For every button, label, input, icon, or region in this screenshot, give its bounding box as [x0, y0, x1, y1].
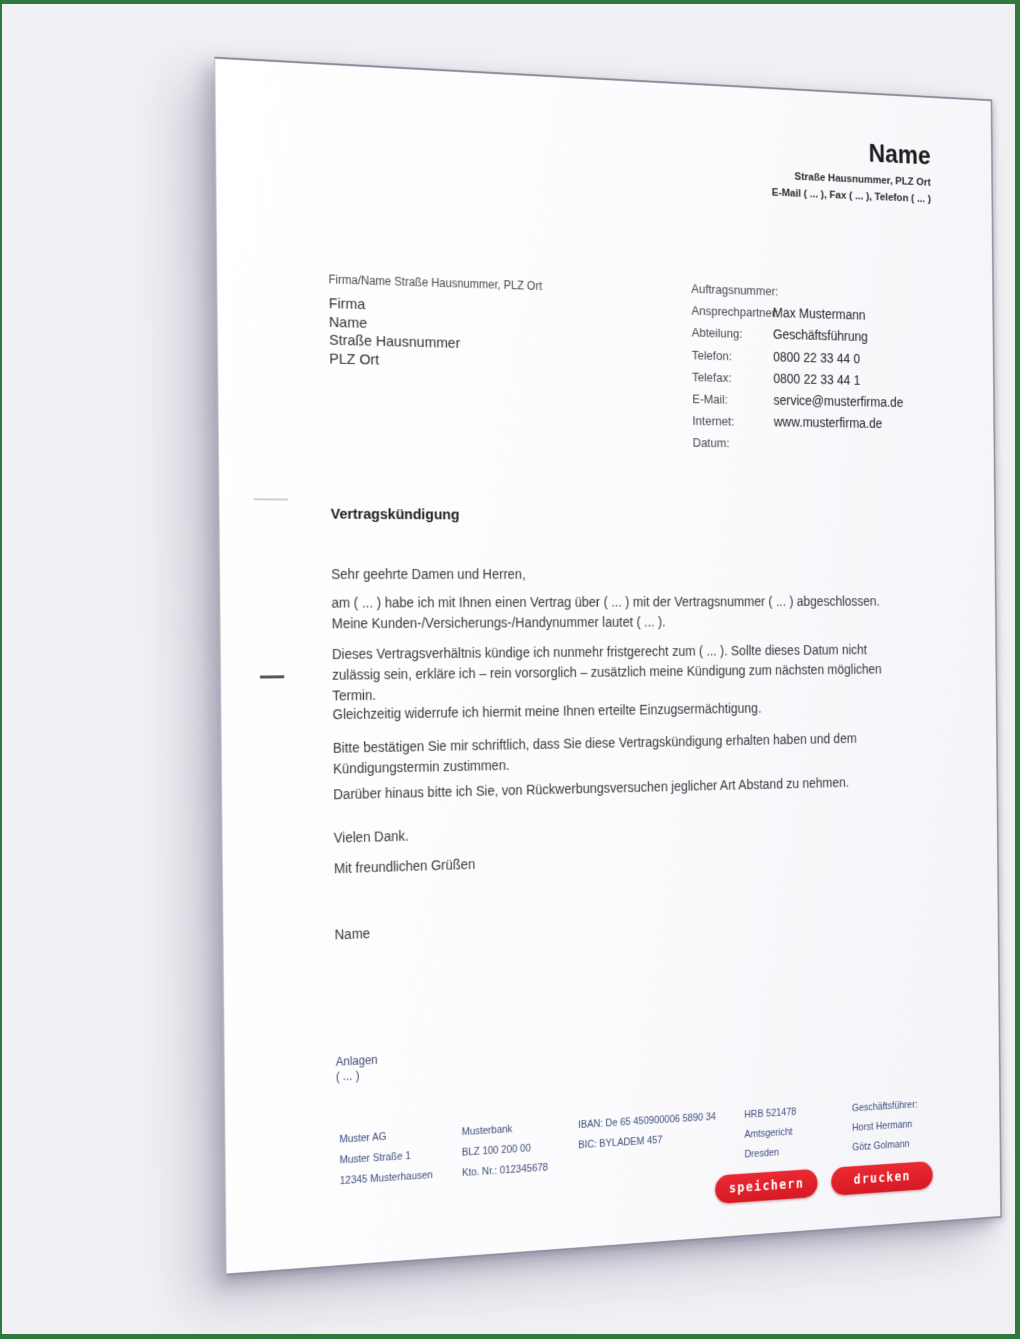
- recipient-line: Firma: [328, 295, 366, 314]
- footer-line: BIC: BYLADEM 457: [578, 1134, 663, 1152]
- paragraph: [333, 729, 857, 780]
- info-row: [692, 369, 860, 390]
- body-line: Kündigungstermin zustimmen.: [332, 757, 510, 777]
- info-value: service@musterfirma.de: [773, 392, 904, 410]
- subject-line: Vertragskündigung: [330, 505, 460, 524]
- body-line: Darüber hinaus bitte ich Sie, von Rückwerbungsversuchen jeglicher Art Abstand zu nehmen.: [333, 774, 850, 803]
- info-label: Telefon:: [691, 347, 732, 363]
- footer-column-company: [339, 1124, 433, 1192]
- footer-line: Muster Straße 1: [339, 1150, 411, 1167]
- footer-line: Götz Golmann: [852, 1138, 910, 1154]
- recipient-line: Name: [328, 313, 368, 332]
- body-line: am ( ... ) habe ich mit Ihnen einen Vertrag über ( ... ) mit der Vertragsnummer ( ... ) abgeschlossen.: [331, 593, 880, 611]
- info-value: Geschäftsführung: [772, 326, 868, 345]
- thanks-line: Vielen Dank.: [333, 827, 409, 846]
- footer-line: 12345 Musterhausen: [339, 1169, 433, 1188]
- info-label: Datum:: [692, 435, 730, 451]
- signature-name: Name: [334, 925, 371, 943]
- recipient-line: PLZ Ort: [329, 350, 380, 369]
- info-row: [692, 347, 860, 368]
- info-label: Auftragsnummer:: [691, 281, 779, 299]
- info-value: Max Mustermann: [772, 304, 866, 323]
- footer-column-register: [744, 1103, 797, 1166]
- info-label: E-Mail:: [692, 391, 728, 407]
- info-row: [692, 413, 882, 433]
- info-label: Telefax:: [691, 369, 732, 385]
- footer-column-bank: [462, 1117, 548, 1183]
- enclosures-label: Anlagen: [335, 1052, 378, 1069]
- info-label: Abteilung:: [691, 325, 743, 342]
- letter-document: [214, 57, 1002, 1276]
- footer-line: Musterbank: [461, 1123, 513, 1139]
- footer-line: Amtsgericht: [744, 1126, 793, 1141]
- body-line: Meine Kunden-/Versicherungs-/Handynummer lautet ( ... ).: [331, 614, 666, 632]
- letterhead-address: Straße Hausnummer, PLZ Ort: [794, 171, 931, 189]
- info-row: [691, 302, 865, 324]
- fold-mark: [260, 675, 284, 678]
- info-label: Internet:: [692, 413, 735, 429]
- body-line: zulässig sein, erkläre ich – rein vorsorglich – zusätzlich meine Kündigung zum nächsten möglichen: [332, 661, 882, 683]
- body-line: Gleichzeitig widerrufe ich hiermit meine Ihnen erteilte Einzugsermächtigung.: [332, 700, 762, 723]
- footer-line: Geschäftsführer:: [851, 1099, 918, 1115]
- info-row: [692, 391, 903, 412]
- info-row: [691, 280, 779, 300]
- footer-line: IBAN: De 65 450900006 5890 34: [578, 1111, 717, 1131]
- info-value: 0800 22 33 44 0: [773, 348, 861, 366]
- enclosures-value: ( ... ): [335, 1068, 360, 1084]
- paragraph: [332, 640, 882, 706]
- letterhead-contact: E-Mail ( ... ), Fax ( ... ), Telefon ( ... ): [771, 187, 931, 206]
- fold-mark: [254, 498, 289, 500]
- footer-line: HRB 521478: [744, 1106, 797, 1121]
- info-value: 0800 22 33 44 1: [773, 370, 861, 388]
- recipient-address-block: [329, 295, 461, 371]
- footer-line: BLZ 100 200 00: [461, 1142, 531, 1159]
- footer-line: Horst Hermann: [852, 1118, 913, 1134]
- footer-line: Dresden: [744, 1146, 780, 1161]
- footer-line: Muster AG: [339, 1130, 387, 1146]
- letterhead-name: Name: [868, 139, 931, 170]
- closing-line: Mit freundlichen Grüßen: [333, 856, 476, 877]
- footer-line: Kto. Nr.: 012345678: [462, 1161, 549, 1180]
- info-row: [693, 435, 774, 453]
- body-line: Bitte bestätigen Sie mir schriftlich, dass Sie diese Vertragskündigung erhalten haben und dem: [332, 730, 857, 756]
- footer-column-iban: [578, 1107, 716, 1156]
- print-button[interactable]: drucken: [831, 1161, 933, 1196]
- body-line: Termin.: [332, 687, 377, 704]
- info-value: www.musterfirma.de: [773, 414, 883, 432]
- body-line: Dieses Vertragsverhältnis kündige ich nunmehr fristgerecht zum ( ... ). Sollte dieses Datum nicht: [331, 641, 868, 662]
- footer-column-management: [852, 1095, 918, 1158]
- save-button[interactable]: speichern: [715, 1169, 818, 1204]
- info-label: Ansprechpartner:: [691, 303, 779, 321]
- info-row: [692, 325, 868, 347]
- return-address-line: Firma/Name Straße Hausnummer, PLZ Ort: [328, 272, 543, 293]
- recipient-line: Straße Hausnummer: [329, 331, 461, 352]
- paragraph: [331, 592, 880, 635]
- enclosures-block: [336, 1053, 378, 1085]
- salutation: Sehr geehrte Damen und Herren,: [331, 566, 526, 582]
